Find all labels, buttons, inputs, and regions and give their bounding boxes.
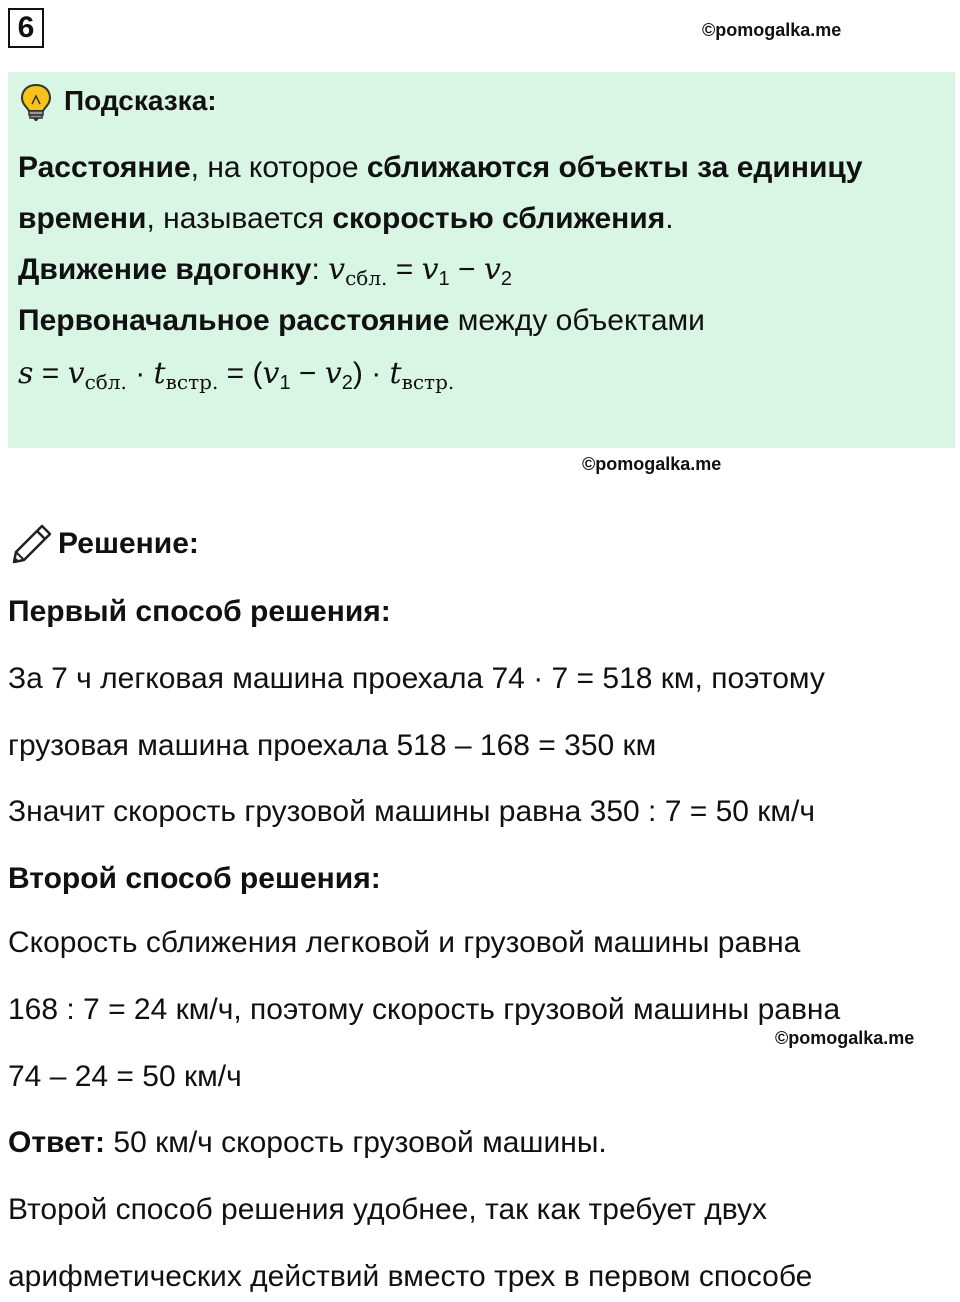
pencil-icon — [10, 522, 54, 566]
answer-text: 50 км/ч скорость грузовой машины. — [105, 1126, 607, 1159]
formula-eq: = — [33, 357, 68, 390]
term-chase: Движение вдогонку — [18, 253, 312, 286]
formula-t: t — [153, 356, 166, 391]
method2-line-2: 168 : 7 = 24 км/ч, поэтому скорость грузовой машины равна — [8, 993, 841, 1026]
formula-sub: встр. — [401, 370, 455, 394]
formula-index: 1 — [279, 372, 291, 394]
formula-minus: − — [290, 357, 325, 390]
formula-v: v — [67, 356, 85, 391]
formula-sub: сбл. — [345, 266, 388, 290]
formula-dot: · — [362, 357, 390, 390]
formula-eq: = — [218, 357, 253, 390]
term-approach-speed: скоростью сближения — [332, 202, 666, 235]
formula-v: v — [421, 252, 439, 287]
term-approach: сближаются объекты за единицу — [366, 151, 863, 184]
hint-text: между объектами — [449, 304, 705, 337]
formula-index: 1 — [438, 268, 450, 290]
hint-line-2 — [18, 199, 674, 239]
formula-paren: ( — [252, 357, 263, 390]
watermark-middle: ©pomogalka.me — [582, 454, 722, 474]
formula-v: v — [262, 356, 280, 391]
method1-line-3: Значит скорость грузовой машины равна 350 : 7 = 50 км/ч — [8, 795, 816, 828]
formula-sub: сбл. — [84, 370, 127, 394]
term-distance: Расстояние — [18, 151, 191, 184]
hint-text: , называется — [146, 202, 333, 235]
formula-paren: ) — [352, 357, 363, 390]
watermark-bottom: ©pomogalka.me — [775, 1028, 915, 1048]
hint-text: . — [665, 202, 674, 235]
hint-text: : — [311, 253, 329, 286]
answer-label: Ответ: — [8, 1126, 106, 1159]
term-time: времени — [18, 202, 147, 235]
formula-t: t — [389, 356, 402, 391]
formula-index: 2 — [500, 268, 512, 290]
method1-line-1: За 7 ч легковая машина проехала 74 · 7 = 518 км, поэтому — [8, 662, 825, 695]
hint-title: Подсказка: — [64, 85, 217, 116]
task-number: 6 — [8, 8, 44, 48]
hint-line-initial — [18, 301, 705, 341]
formula-sub: встр. — [165, 370, 219, 394]
term-initial-distance: Первоначальное расстояние — [18, 304, 450, 337]
hint-line-1 — [18, 148, 863, 188]
method2-title: Второй способ решения: — [8, 862, 381, 895]
hint-line-formula — [18, 354, 454, 403]
formula-v: v — [328, 252, 346, 287]
conclusion-line-1: Второй способ решения удобнее, так как требует двух — [8, 1193, 768, 1226]
method2-line-3: 74 – 24 = 50 км/ч — [8, 1060, 242, 1093]
lightbulb-icon — [18, 82, 54, 122]
method1-line-2: грузовая машина проехала 518 – 168 = 350 км — [8, 729, 657, 762]
formula-index: 2 — [341, 372, 353, 394]
formula-v: v — [324, 356, 342, 391]
formula-eq: = — [387, 253, 422, 286]
solution-title: Решение: — [58, 527, 199, 560]
watermark-top: ©pomogalka.me — [702, 20, 842, 40]
conclusion-line-2: арифметических действий вместо трех в первом способе — [8, 1260, 813, 1293]
method1-title: Первый способ решения: — [8, 595, 391, 628]
hint-text: , на которое — [190, 151, 367, 184]
hint-line-chase — [18, 250, 512, 299]
formula-v: v — [483, 252, 501, 287]
formula-s: s — [18, 356, 34, 391]
formula-dot: · — [126, 357, 154, 390]
answer-line — [8, 1123, 607, 1163]
method2-line-1: Скорость сближения легковой и грузовой машины равна — [8, 926, 801, 959]
formula-minus: − — [449, 253, 484, 286]
